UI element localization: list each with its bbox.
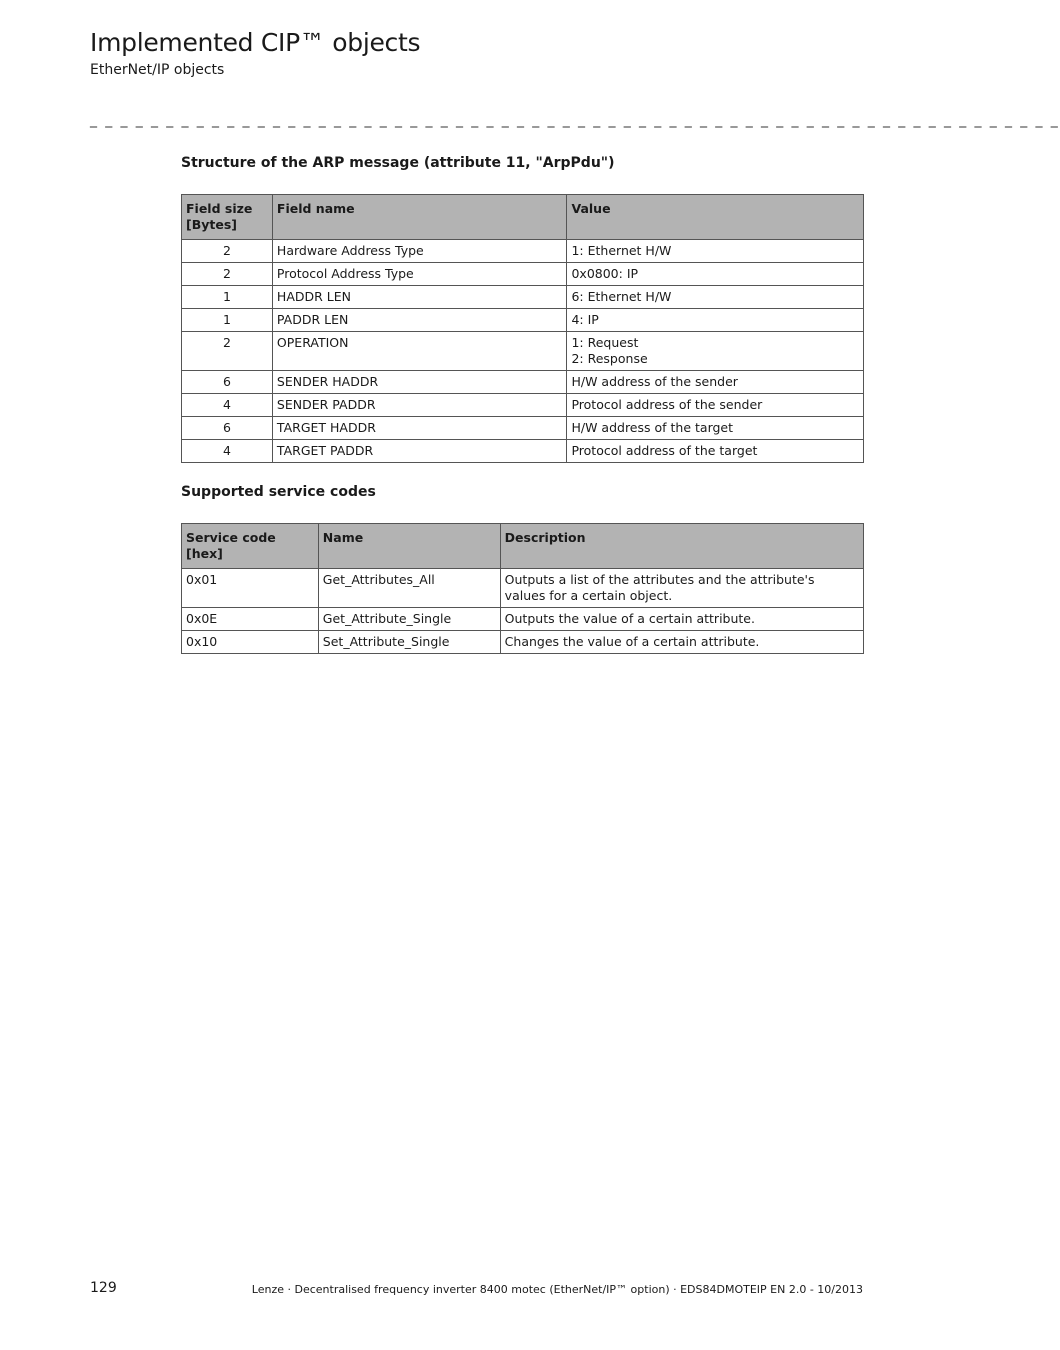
field-name-cell: HADDR LEN	[272, 286, 567, 309]
field-name-cell: PADDR LEN	[272, 309, 567, 332]
column-header-value: Value	[567, 195, 864, 240]
table-row	[182, 371, 864, 394]
field-size-cell: 2	[182, 332, 273, 371]
field-name-cell: Protocol Address Type	[272, 263, 567, 286]
dashed-divider: _ _ _ _ _ _ _ _ _ _ _ _ _ _ _ _ _ _ _ _ _ _ _ _ _ _ _ _ _ _ _ _ _ _ _ _ _ _ _ _ _ _ _ _ _ _ _ _ _ _ _ _ _ _ _ _ _ _ _ _ _ _ _ _	[90, 112, 1060, 128]
service-code-cell: 0x01	[182, 569, 319, 608]
table-row	[182, 440, 864, 463]
value-cell: Protocol address of the target	[567, 440, 864, 463]
column-header-name: Name	[318, 524, 500, 569]
field-size-cell: 6	[182, 371, 273, 394]
table-row	[182, 332, 864, 371]
field-name-cell: SENDER PADDR	[272, 394, 567, 417]
column-header-service-code: Service code [hex]	[182, 524, 319, 569]
service-code-cell: 0x0E	[182, 608, 319, 631]
column-header-description: Description	[500, 524, 863, 569]
table-header-row	[182, 524, 864, 569]
value-cell: Protocol address of the sender	[567, 394, 864, 417]
column-header-field-name: Field name	[272, 195, 567, 240]
value-cell: H/W address of the sender	[567, 371, 864, 394]
service-codes-table	[181, 523, 864, 654]
table-row	[182, 417, 864, 440]
page-subtitle: EtherNet/IP objects	[90, 62, 225, 78]
table-row	[182, 309, 864, 332]
field-size-cell: 6	[182, 417, 273, 440]
field-size-cell: 1	[182, 309, 273, 332]
service-code-cell: 0x10	[182, 631, 319, 654]
value-cell: 1: Ethernet H/W	[567, 240, 864, 263]
description-cell: Outputs the value of a certain attribute.	[500, 608, 863, 631]
page-title: Implemented CIP™ objects	[90, 28, 421, 57]
arp-section-heading: Structure of the ARP message (attribute 11, "ArpPdu")	[181, 155, 615, 171]
field-name-cell: TARGET PADDR	[272, 440, 567, 463]
table-row	[182, 286, 864, 309]
field-name-cell: TARGET HADDR	[272, 417, 567, 440]
field-name-cell: Hardware Address Type	[272, 240, 567, 263]
service-name-cell: Set_Attribute_Single	[318, 631, 500, 654]
field-name-cell: SENDER HADDR	[272, 371, 567, 394]
table-row	[182, 240, 864, 263]
description-cell: Outputs a list of the attributes and the attribute's values for a certain object.	[500, 569, 863, 608]
service-name-cell: Get_Attributes_All	[318, 569, 500, 608]
field-name-cell: OPERATION	[272, 332, 567, 371]
field-size-cell: 4	[182, 394, 273, 417]
field-size-cell: 2	[182, 240, 273, 263]
value-cell: H/W address of the target	[567, 417, 864, 440]
table-header-row	[182, 195, 864, 240]
table-row	[182, 608, 864, 631]
table-row	[182, 569, 864, 608]
arp-structure-table	[181, 194, 864, 463]
service-name-cell: Get_Attribute_Single	[318, 608, 500, 631]
table-row	[182, 263, 864, 286]
column-header-field-size: Field size [Bytes]	[182, 195, 273, 240]
field-size-cell: 2	[182, 263, 273, 286]
value-cell: 1: Request 2: Response	[567, 332, 864, 371]
value-cell: 6: Ethernet H/W	[567, 286, 864, 309]
field-size-cell: 1	[182, 286, 273, 309]
table-row	[182, 631, 864, 654]
table-row	[182, 394, 864, 417]
page-number: 129	[90, 1280, 117, 1296]
footer-document-info: Lenze · Decentralised frequency inverter 8400 motec (EtherNet/IP™ option) · EDS84DMOTEIP EN 2.0 - 10/2013	[251, 1283, 863, 1296]
service-section-heading: Supported service codes	[181, 484, 376, 500]
value-cell: 0x0800: IP	[567, 263, 864, 286]
description-cell: Changes the value of a certain attribute.	[500, 631, 863, 654]
field-size-cell: 4	[182, 440, 273, 463]
value-cell: 4: IP	[567, 309, 864, 332]
